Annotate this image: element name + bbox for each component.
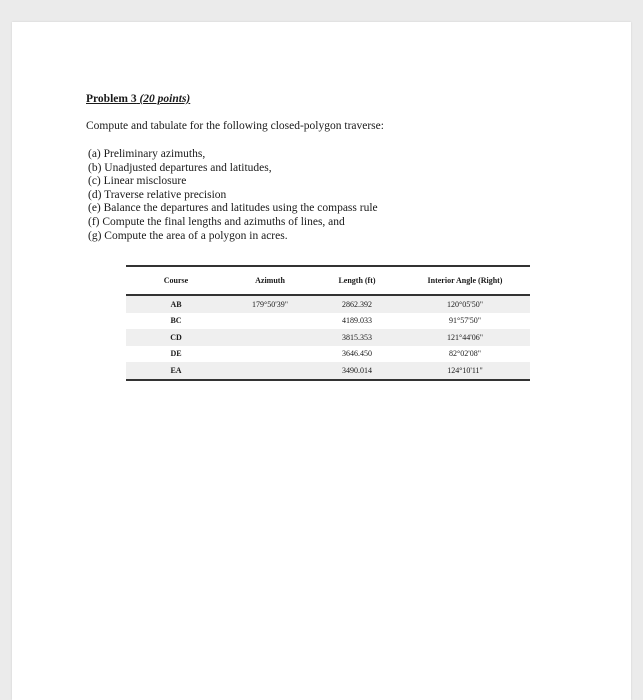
cell-length: 3646.450 <box>342 349 372 359</box>
task-item: (c) Linear misclosure <box>88 175 187 188</box>
cell-interior-angle: 121°44'06" <box>447 332 483 342</box>
cell-course: AB <box>170 299 182 309</box>
task-item: (a) Preliminary azimuths, <box>88 148 206 160</box>
cell-azimuth <box>226 346 314 363</box>
problem-title <box>86 93 190 105</box>
traverse-table <box>126 265 530 381</box>
problem-points: (20 points) <box>139 93 191 105</box>
cell-course: EA <box>126 362 226 380</box>
cell-length: 3490.014 <box>314 362 400 380</box>
cell-length: 4189.033 <box>342 316 372 326</box>
cell-azimuth: 179°50'39" <box>252 299 288 309</box>
cell-azimuth <box>226 362 314 380</box>
cell-azimuth <box>226 313 314 330</box>
cell-azimuth <box>226 329 314 346</box>
task-list <box>88 148 378 243</box>
cell-course: BC <box>170 316 182 326</box>
task-item: (f) Compute the final lengths and azimuths of lines, and <box>88 215 345 228</box>
document-page <box>12 22 631 700</box>
problem-intro: Compute and tabulate for the following closed-polygon traverse: <box>86 120 384 132</box>
cell-interior-angle: 124°10'11" <box>400 362 530 380</box>
table-header-row <box>126 266 530 295</box>
task-item: (e) Balance the departures and latitudes using the compass rule <box>88 202 378 215</box>
table-row <box>126 295 530 313</box>
cell-length: 2862.392 <box>342 299 372 309</box>
header-interior-angle: Interior Angle (Right) <box>400 266 530 295</box>
table-row <box>126 346 530 363</box>
cell-length: 3815.353 <box>342 332 372 342</box>
problem-title-text: Problem 3 <box>86 93 137 105</box>
task-item: (b) Unadjusted departures and latitudes, <box>88 161 272 174</box>
cell-interior-angle: 120°05'50" <box>447 299 483 309</box>
task-item: (d) Traverse relative precision <box>88 188 227 201</box>
cell-interior-angle: 82°02'08" <box>449 349 481 359</box>
header-course: Course <box>126 266 226 295</box>
cell-interior-angle: 91°57'50" <box>449 316 481 326</box>
task-item: (g) Compute the area of a polygon in acres. <box>88 229 288 242</box>
header-length: Length (ft) <box>314 266 400 295</box>
table-row <box>126 329 530 346</box>
table-row <box>126 313 530 330</box>
cell-course: DE <box>170 349 182 359</box>
header-azimuth: Azimuth <box>226 266 314 295</box>
cell-course: CD <box>170 332 182 342</box>
table-row <box>126 362 530 380</box>
